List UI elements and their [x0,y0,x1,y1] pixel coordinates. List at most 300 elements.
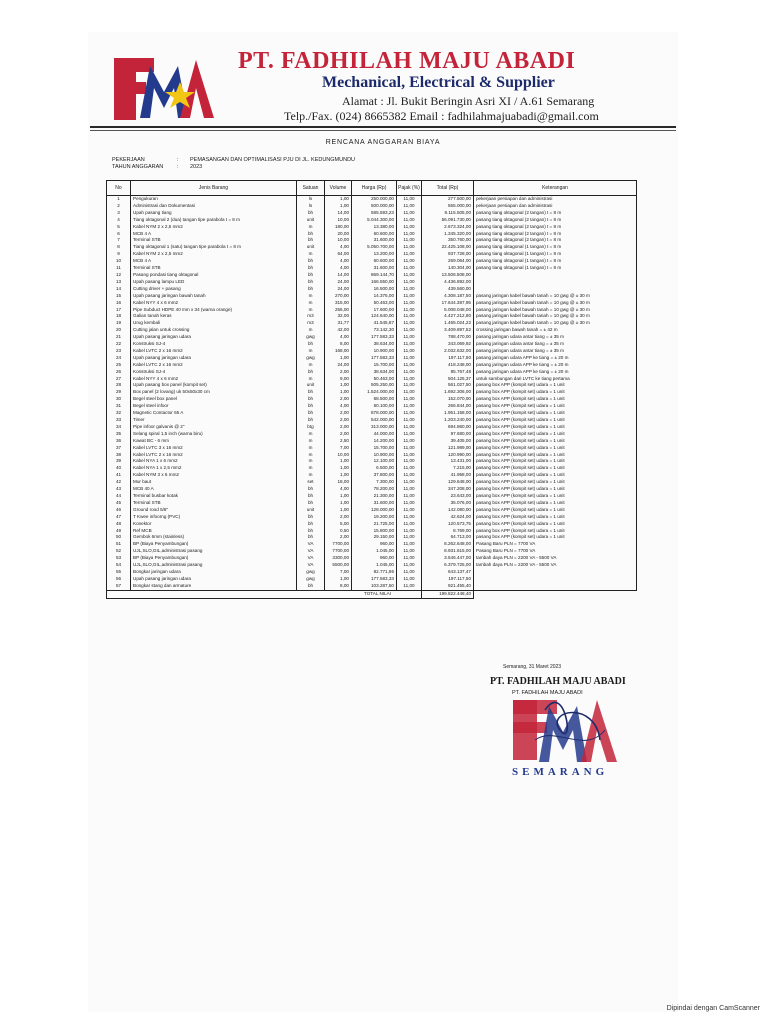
cell-price: 128.000,00 [352,507,397,514]
cell-note: pasang jaringan udara APP ke tiang = ± 20 m [474,355,637,362]
cell-price: 13.200,00 [352,251,397,258]
document-title: RENCANA ANGGARAN BIAYA [325,139,441,146]
cell-unit: btg [297,424,325,431]
cell-total: 343.069,92 [422,341,474,348]
total-label: TOTAL NILAI [107,590,422,598]
cell-total: 13.506.508,00 [422,272,474,279]
cell-price: 869.144,70 [352,272,397,279]
cell-unit: bh [297,500,325,507]
table-row [107,362,637,369]
cell-unit: ls [297,196,325,203]
cell-unit: bh [297,237,325,244]
cell-item: Ground rood 5/8" [131,507,297,514]
cell-no: 54 [107,562,131,569]
cell-tax: 11,00 [397,203,422,210]
cell-volume: 8,00 [325,583,352,590]
cell-tax: 11,00 [397,286,422,293]
cell-note: pasang box APP (kompit set) udara = 1 unit [474,521,637,528]
cell-tax: 11,00 [397,244,422,251]
total-empty [474,590,637,598]
cell-price: 50.463,00 [352,376,397,383]
table-row [107,445,637,452]
cell-price: 38.634,00 [352,341,397,348]
table-row [107,534,637,541]
cell-item: UJL,SLO,GIL,administrasi pasang [131,562,297,569]
table-row [107,210,637,217]
cell-tax: 11,00 [397,534,422,541]
table-row [107,307,637,314]
cell-no: 44 [107,493,131,500]
cell-item: Kabel NYA 1 x 2,5 mm2 [131,465,297,472]
table-row [107,251,637,258]
table-row [107,438,637,445]
cell-total: 197.117,50 [422,355,474,362]
cell-no: 31 [107,403,131,410]
cell-note: pasang box APP (kompit set) udara = 1 unit [474,431,637,438]
cell-note: tambah daya PLN = 2200 VA - 5500 VA [474,555,637,562]
cell-no: 41 [107,472,131,479]
company-name: PT. FADHILAH MAJU ABADI [238,48,576,74]
cell-volume: 168,00 [325,348,352,355]
cell-price: 21.725,00 [352,521,397,528]
cell-item: Upah pasang jaringan udara [131,576,297,583]
col-header: Total (Rp) [422,181,474,196]
cell-unit: unit [297,217,325,224]
cell-item: T Kwee infoorng (PVC) [131,514,297,521]
cell-volume: 1,00 [325,472,352,479]
cell-tax: 11,00 [397,465,422,472]
cell-price: 5.044.300,00 [352,217,397,224]
cell-note: pasang tiang oktagonal (2 tangan) t = 8 m [474,217,637,224]
cell-unit: m [297,348,325,355]
cell-price: 82.771,86 [352,569,397,576]
cell-no: 6 [107,231,131,238]
cell-volume: 1,00 [325,500,352,507]
cell-no: 28 [107,382,131,389]
table-row [107,396,637,403]
cell-tax: 11,00 [397,293,422,300]
meta-pekerjaan [112,157,356,163]
cell-note: pasang jaringan kabel bawah tanah = 10 gwg @ ± 30 m [474,307,637,314]
cell-tax: 11,00 [397,541,422,548]
cell-price: 21.300,00 [352,493,397,500]
cell-no: 19 [107,320,131,327]
signature-date: Semarang, 31 Maret 2023 [503,664,562,670]
cell-no: 56 [107,576,131,583]
cell-volume: 8,00 [325,341,352,348]
cell-no: 25 [107,362,131,369]
cell-unit: m [297,472,325,479]
cell-volume: 1,00 [325,507,352,514]
table-row [107,465,637,472]
cell-price: 313.000,00 [352,424,397,431]
cell-item: Kabel LVTC 2 x 16 mm2 [131,452,297,459]
cell-item: Kabel LVTC 2 x 16 mm2 [131,348,297,355]
cell-unit: bh [297,521,325,528]
cell-unit: unit [297,507,325,514]
cell-note: pasang box APP (kompit set) udara = 1 unit [474,396,637,403]
cell-total: 121.989,00 [422,445,474,452]
cell-unit: bh [297,583,325,590]
cell-unit: m3 [297,320,325,327]
table-row [107,555,637,562]
cell-price: 68.500,00 [352,396,397,403]
cell-total: 42.624,00 [422,514,474,521]
company-subtitle: Mechanical, Electrical & Supplier [322,74,555,91]
cell-volume: 9,00 [325,376,352,383]
cell-volume: 3300,00 [325,555,352,562]
cell-volume: 1,00 [325,355,352,362]
company-address: Alamat : Jl. Bukit Beringin Asri XI / A.61 Semarang [342,94,595,108]
cell-price: 1.524.000,00 [352,389,397,396]
cell-volume: 2,00 [325,534,352,541]
cell-no: 33 [107,417,131,424]
cell-item: Pipe Subduct HDPE 40 mm x 34 (warna orange) [131,307,297,314]
cell-no: 21 [107,334,131,341]
cell-item: Box panel (2 lovang) uk 50x50x30 cm [131,389,297,396]
cell-total: 504.125,37 [422,376,474,383]
table-row [107,341,637,348]
cell-total: 5.008.048,00 [422,307,474,314]
table-row [107,486,637,493]
total-value: 199.822.448,40 [422,590,474,598]
cell-unit: bh [297,272,325,279]
cell-tax: 11,00 [397,217,422,224]
cell-price: 37.800,00 [352,472,397,479]
cell-price: 1.045,00 [352,548,397,555]
cell-volume: 7,00 [325,569,352,576]
table-row [107,244,637,251]
cell-price: 177.583,33 [352,355,397,362]
cell-tax: 11,00 [397,251,422,258]
col-header: Pajak (%) [397,181,422,196]
cell-note: pasang box APP (kompit set) udara = 1 unit [474,493,637,500]
cell-volume: 2,00 [325,514,352,521]
cell-tax: 11,00 [397,272,422,279]
cell-volume: 32,00 [325,313,352,320]
cell-unit: bh [297,369,325,376]
cell-item: Tiang oktagonal 2 (dua) tangan tipe parabola t = 8 m [131,217,297,224]
meta-tahun-value: 2023 [190,164,203,170]
cell-no: 12 [107,272,131,279]
cell-item: Kabel NYM 3 x 6 mm2 [131,472,297,479]
meta-colon: : [177,157,179,163]
cell-volume: 256,00 [325,307,352,314]
cell-note: pasang box APP (kompit set) udara = 1 unit [474,410,637,417]
cell-unit: bh [297,279,325,286]
cell-unit: m [297,300,325,307]
cell-volume: 4,00 [325,334,352,341]
cell-price: 7.300,00 [352,479,397,486]
cell-no: 3 [107,210,131,217]
cell-no: 40 [107,465,131,472]
cell-note: pasang box APP (kompit set) udara = 1 unit [474,472,637,479]
cell-note: pasang jaringan udara antar tiang = ± 35 m [474,334,637,341]
cell-price: 14.200,00 [352,438,397,445]
cell-price: 10.900,00 [352,348,397,355]
cell-no: 30 [107,396,131,403]
cell-item: Upah pasang jaringan udara [131,334,297,341]
cell-tax: 11,00 [397,555,422,562]
cell-unit: bh [297,528,325,535]
cell-price: 17.600,00 [352,307,397,314]
cell-no: 10 [107,258,131,265]
cell-note [474,279,637,286]
cell-total: 4.427.212,80 [422,313,474,320]
cell-tax: 11,00 [397,300,422,307]
col-header: Harga (Rp) [352,181,397,196]
cell-total: 197.117,50 [422,576,474,583]
cell-item: Tiang oktagonal 1 (satu) tangan tipe parabola t = 8 m [131,244,297,251]
cell-no: 51 [107,541,131,548]
cell-unit: ls [297,203,325,210]
cell-unit: bh [297,514,325,521]
col-header: Jenis Barang [131,181,297,196]
cell-note [474,576,637,583]
table-row [107,313,637,320]
cell-no: 55 [107,569,131,576]
cell-item: Magnetic Contactor 65 A [131,410,297,417]
cell-volume: 31,77 [325,320,352,327]
cell-total: 921.455,40 [422,583,474,590]
cell-total: 269.064,00 [422,258,474,265]
cell-tax: 11,00 [397,196,422,203]
cell-item: Upah pasang jaringan udara [131,355,297,362]
cell-volume: 64,00 [325,251,352,258]
cell-note: pasang tiang oktagonal (2 tangan) t = 8 m [474,231,637,238]
cell-volume: 1,00 [325,203,352,210]
cell-total: 418.248,00 [422,362,474,369]
cell-no: 27 [107,376,131,383]
table-row [107,424,637,431]
cell-no: 57 [107,583,131,590]
meta-tahun-label: TAHUN ANGGARAN [112,164,164,170]
cell-total: 788.470,00 [422,334,474,341]
cell-item: Terminal STB [131,265,297,272]
cell-item: Mur baut [131,479,297,486]
cell-note: pasang box APP (kompit set) udara = 1 unit [474,403,637,410]
header-divider-thin [90,130,676,131]
cell-total: 8.931.615,00 [422,548,474,555]
cell-no: 37 [107,445,131,452]
cell-item: Pipe infoor galvanis @ 2" [131,424,297,431]
table-row [107,521,637,528]
cell-total: 439.560,00 [422,286,474,293]
cell-price: 31.600,00 [352,265,397,272]
cell-volume: 7700,00 [325,548,352,555]
table-row [107,583,637,590]
cell-total: 8.262.648,00 [422,541,474,548]
cell-tax: 11,00 [397,237,422,244]
table-row [107,410,637,417]
cell-tax: 11,00 [397,396,422,403]
table-row [107,382,637,389]
cell-total: 41.958,00 [422,472,474,479]
cell-item: Konektor [131,521,297,528]
cell-total: 3.546.447,00 [422,555,474,562]
cell-volume: 1,00 [325,493,352,500]
cell-price: 44.000,00 [352,431,397,438]
cell-item: Gembok 6mm (stainless) [131,534,297,541]
cell-volume: 14,00 [325,210,352,217]
cell-total: 120.990,00 [422,452,474,459]
cell-volume: 14,00 [325,272,352,279]
cell-unit: unit [297,244,325,251]
cell-item: Konstruksi SJ-4 [131,341,297,348]
cell-note: pasang tiang oktagonal (2 tangan) t = 8 m [474,237,637,244]
cell-tax: 11,00 [397,313,422,320]
cell-unit: bh [297,403,325,410]
cell-tax: 11,00 [397,224,422,231]
cell-note: pasang tiang oktagonal (1 tangan) t = 8 m [474,251,637,258]
cell-tax: 11,00 [397,458,422,465]
cell-no: 15 [107,293,131,300]
cell-price: 505.250,00 [352,382,397,389]
table-row [107,472,637,479]
table-row [107,541,637,548]
table-row [107,493,637,500]
cell-no: 8 [107,244,131,251]
cell-price: 585.593,23 [352,210,397,217]
signature-company: PT. FADHILAH MAJU ABADI [490,676,626,687]
cell-unit: m [297,307,325,314]
cell-note: pasang jaringan udara antar tiang = ± 35 m [474,341,637,348]
cell-total: 350.760,00 [422,237,474,244]
cell-tax: 11,00 [397,265,422,272]
cell-note: pasang jaringan kabel bawah tanah = 10 gwg @ ± 30 m [474,320,637,327]
cell-no: 16 [107,300,131,307]
table-row [107,458,637,465]
cell-item: Kabel NYY 4 x 6 mm2 [131,376,297,383]
cell-item: Begel steel box panel [131,396,297,403]
table-row [107,389,637,396]
cell-total: 266.844,00 [422,403,474,410]
table-row [107,569,637,576]
cell-unit: m [297,438,325,445]
cell-item: Kabel NYY 4 x 6 mm2 [131,300,297,307]
cell-item: Kabel NYM 2 x 2,5 mm2 [131,251,297,258]
table-row [107,355,637,362]
cell-volume: 315,00 [325,300,352,307]
cell-volume: 10,00 [325,452,352,459]
cell-volume: 4,00 [325,403,352,410]
cell-price: 250.000,00 [352,196,397,203]
cell-unit: bh [297,258,325,265]
cell-volume: 5500,00 [325,562,352,569]
table-row [107,279,637,286]
cell-volume: 10,00 [325,237,352,244]
cell-unit: m3 [297,313,325,320]
cell-volume: 18,00 [325,479,352,486]
cell-volume: 4,00 [325,486,352,493]
cell-volume: 2,00 [325,431,352,438]
cell-note: pasang jaringan kabel bawah tanah = 10 gwg @ ± 30 m [474,293,637,300]
cell-volume: 180,00 [325,224,352,231]
cell-tax: 11,00 [397,403,422,410]
budget-table [106,180,637,599]
cell-no: 9 [107,251,131,258]
cell-no: 29 [107,389,131,396]
cell-volume: 2,00 [325,410,352,417]
cell-item: Kabel LVTC 2 x 16 mm2 [131,362,297,369]
cell-no: 17 [107,307,131,314]
cell-no: 50 [107,534,131,541]
cell-volume: 7700,00 [325,541,352,548]
table-row [107,258,637,265]
cell-note [474,583,637,590]
cell-volume: 2,00 [325,424,352,431]
cell-note: pasang jaringan kabel bawah tanah = 10 gwg @ ± 30 m [474,313,637,320]
cell-note [474,569,637,576]
cell-no: 4 [107,217,131,224]
cell-volume: 4,00 [325,244,352,251]
cell-no: 2 [107,203,131,210]
company-contact: Telp./Fax. (024) 8665382 Email : fadhilahmajuabadi@gmail.com [284,109,599,123]
cell-note: pasang box APP (kompit set) udara = 1 unit [474,486,637,493]
cell-item: Cutting driver + pasang [131,286,297,293]
cell-note: tambah daya PLN = 2200 VA - 5500 VA [474,562,637,569]
cell-no: 42 [107,479,131,486]
cell-item: Upah pasang jaringan bawah tanah [131,293,297,300]
cell-item: Cutting jalan untuk crossing [131,327,297,334]
cell-note: pasang jaringan udara antar tiang = ± 35 m [474,348,637,355]
cell-unit: bh [297,265,325,272]
cell-item: Terminal STB [131,500,297,507]
cell-tax: 11,00 [397,500,422,507]
cell-total: 2.032.632,00 [422,348,474,355]
cell-price: 31.600,00 [352,500,397,507]
cell-no: 18 [107,313,131,320]
cell-total: 1.951.158,00 [422,410,474,417]
cell-unit: bh [297,417,325,424]
col-header: Satuan [297,181,325,196]
cell-total: 85.767,48 [422,369,474,376]
cell-note: crossing jaringan bawah tanah = ± 42 m [474,327,637,334]
cell-price: 103.287,50 [352,583,397,590]
cell-tax: 11,00 [397,445,422,452]
cell-unit: m [297,224,325,231]
cell-price: 60.100,00 [352,403,397,410]
cell-price: 960,00 [352,541,397,548]
cell-item: MCB 40 A [131,486,297,493]
cell-note: pasang box APP (kompit set) udara = 1 unit [474,424,637,431]
cell-unit: VA [297,548,325,555]
cell-unit: unit [297,382,325,389]
cell-total: 17.644.387,95 [422,300,474,307]
table-row [107,217,637,224]
cell-total: 8.769,00 [422,528,474,535]
cell-total: 4.436.892,00 [422,279,474,286]
col-header: No [107,181,131,196]
cell-item: Upah pasang lampu LED [131,279,297,286]
cell-price: 60.600,00 [352,258,397,265]
cell-unit: bh [297,341,325,348]
table-row [107,403,637,410]
cell-item: UJL,SLO,GIL,administrasi pasang [131,548,297,555]
cell-note [474,286,637,293]
cell-note: pasang tiang oktagonal (2 tangan) t = 8 m [474,210,637,217]
cell-note: pasang jaringan udara APP ke tiang = ± 20 m [474,362,637,369]
cell-item: Pengukuran [131,196,297,203]
cell-volume: 4,00 [325,258,352,265]
company-logo [110,52,218,124]
table-row [107,300,637,307]
cell-unit: m [297,458,325,465]
cell-total: 347.208,00 [422,486,474,493]
col-header: Volume [325,181,352,196]
cell-note: pasang box APP (kompit set) udara = 1 unit [474,534,637,541]
cell-tax: 11,00 [397,583,422,590]
